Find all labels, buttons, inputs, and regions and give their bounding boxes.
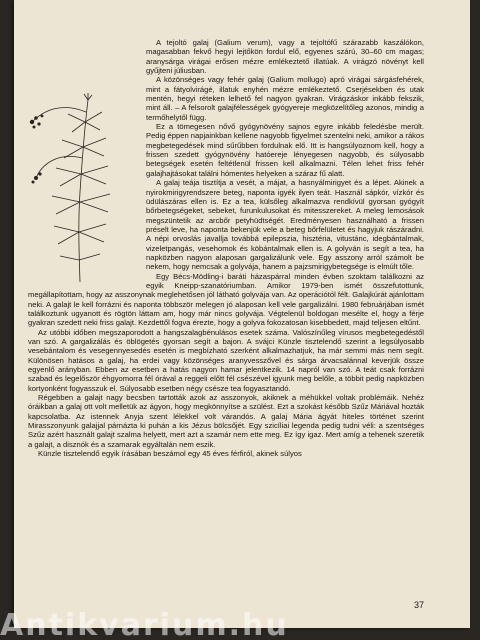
paragraph: A galaj teája tisztítja a vesét, a májat, a hasnyálmirigyet és a lépet. Akinek a nyirokmirigyrendszere beteg, naponta igyék ilyen teát. Használ sápkór, vízkór és üdülászáras ellen is. Ez a tea, külsőleg alkalmazva rendkívül gyorsan gyógyít bőrbetegségeket, sebeket, furunkulusokat és mitesszereket. A meleg lemosások megszüntetik az arcbőr petyhüdtségét. Eredményesen használható a frissen préselt leve, ha naponta bekenjük vele a beteg bőrfelületet és hagyjuk rászáradni. A népi orvoslás javallja továbbá epilepszia, hisztéria, vitustánc, idegbántalmak, vizeletpangás, vesehomok és köbántalmak ellen is. A golyván is segít a tea, ha napközben nagyon alaposan gargalizálunk vele. Egy asszony arról számolt be nekem, hogy nemcsak a golyvája, hanem a pajzsmirigybetegsége is elmúlt tőle. <box>146 178 424 272</box>
page-number: 37 <box>413 600 424 610</box>
article-text <box>28 38 424 458</box>
paragraph: Egy Bécs-Mödling-i baráti házaspárral minden évben szoktam találkozni az egyik Kneipp-szanatóriumban. Amikor 1979-ben ismét összefutottunk, megállapítottam, hogy az asszonynak meglehetősen jól látható golyvája van. Az operációtól félt. Galajkúrát ajánlottam neki. A galajt le kell forrázni és naponta többször melegen jó alaposan kell vele gargalizálni. 1980 februárjában ismét találkoztunk ugyanott és rögtön láttam am, hogy már nincs golyvája. Végtelenül boldogan mesélte el, hogy a férje gyakran szedett neki friss galajt. Kezdettől fogva érezte, hogy a golyva fokozatosan kisebbedett, majd teljesen eltűnt. <box>28 271 424 328</box>
paragraph: Az utóbbi időben megszaporodott a hangszalagbénulásos esetek száma. Valószínűleg vírusos megbetegedéstől van szó. A gargalizálás és öblögetés gyorsan segít a bajon. A svájci Künzle tisztelendő szerint a legsúlyosabb vesebántalom és vesegennyesedés esetén is megbízható szerként alkalmazhatjuk, ha már semmi más nem segít. Különösen hatásos a galaj, ha erdei vagy közönséges aranyvesszővel és sárga árvacsalánnal keverjük össze egyenlő arányban. Ebben az esetben a hatás nagyon hamar jelentkezik. 14 napról van szó. A teát csak forrázni szabad és legelőször éhgyomorra fél órával a reggeli előtt fél csészével igyunk meg belőle, a többit pedig napközben kortyonként fogyasszuk el. Súlyosabb esetben négy csésze tea fogyasztandó. <box>28 327 424 393</box>
paragraph: A közönséges vagy fehér galaj (Galium mollugo) apró virágai sárgásfehérek, mint a fátyolvirágé, illatuk enyhén mézre emlékeztető. Cserjésekben és utak mentén, hegyi réteken lelhető fel nagyon gyakran. Virágzáskor inkább fekszik, mint áll. – A felsorolt galajfélességek gyógyereje megközelítőleg azonos, mindig a termőhelytől függ. <box>146 75 424 122</box>
book-page <box>14 0 470 628</box>
paragraph: A tejoltó galaj (Galium verum), vagy a tejoltófű szárazabb kaszálókon, magasabban fekvő hegyi lejtőkön fordul elő, egyenes szárú, 30–60 cm magas; aranysárga virágai erősen mézre emlékeztető illatúak. A virágzó növényt kell gyűjteni júliusban. <box>146 38 424 76</box>
paragraph: Künzle tisztelendő egyik írásában beszámol egy 45 éves férfiról, akinek súlyos <box>38 449 302 459</box>
watermark-logo: Antikvarium.hu <box>0 612 289 640</box>
paragraph: Ez a tömegesen nővő gyógynövény sajnos egyre inkább feledésbe merült. Pedig éppen napjainkban kellene nagyobb figyelmet szentelni neki, amikor a rákos megbetegedések mind sűrűbben fordulnak elő. Itt is hangsúlyoznom kell, hogy a frissen szedett gyógynövény hatóereje lényegesen nagyobb, és súlyosabb betegségek esetén feltétlenül frissen kell alkalmazni. Télen lehet friss fehér galajhajtásokat találni hómentes helyeken a száraz fű alatt. <box>146 122 424 178</box>
paragraph: Régebben a galajt nagy becsben tartották azok az asszonyok, akiknek a méhükkel voltak problémáik. Nehéz óráikban a galaj ott volt melletük az ágyon, hogy megkönnyítse a szülést. Ezt a szokást később Szűz Máriával hozták kapcsolatba. Az istennek Anyja szent lélekkel volt várandós. A galaj Mária ágyát hiteles történet szerint Mirasszonyunk galajjal párnázta ki puhán a kis Jézus bölcsőjét. Egy szicíliai legenda pedig tudni véli: a szentséges Szűz azért használt galajt szalma helyett, mert azt a szamár nem ette meg. Ez így igaz. Mert amíg a tehenek szeretik a galajt, a disznók és a szamarak egyáltalán nem eszik. <box>28 393 424 449</box>
